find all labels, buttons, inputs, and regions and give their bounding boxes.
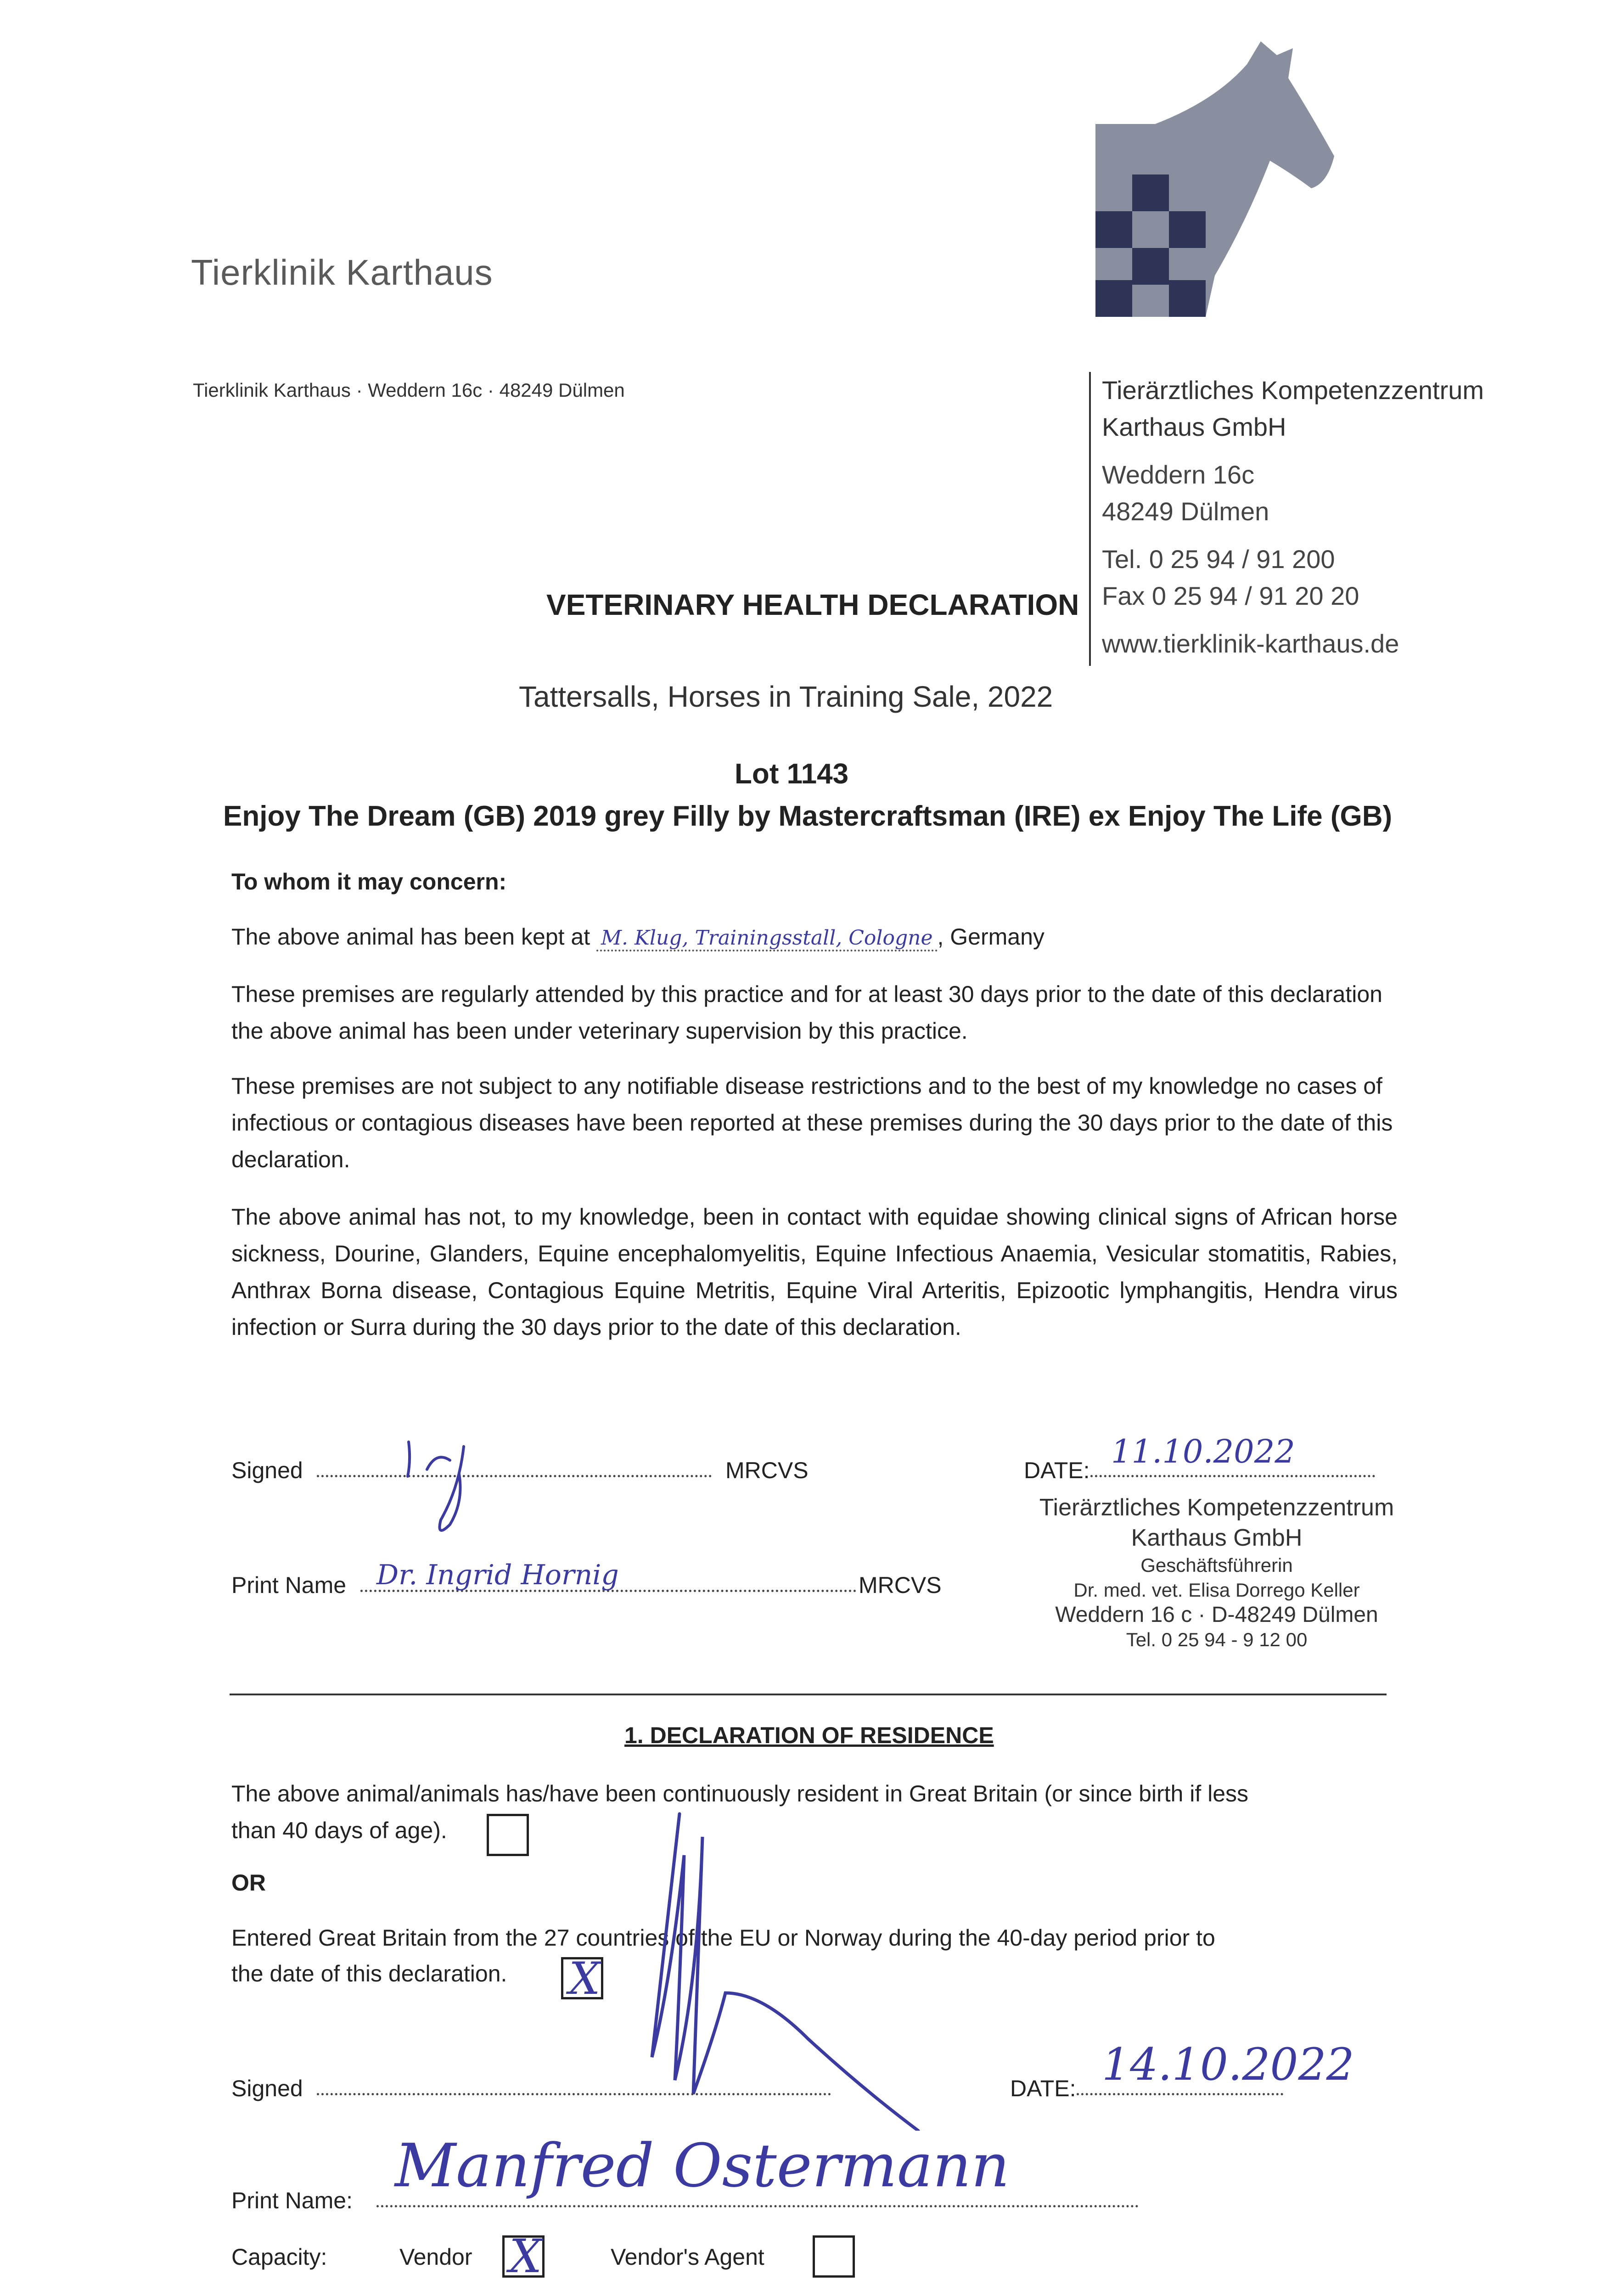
- vendors-agent-option-label: Vendor's Agent: [611, 2244, 764, 2270]
- sale-name: Tattersalls, Horses in Training Sale, 2022: [519, 680, 1053, 713]
- salutation: To whom it may concern:: [231, 869, 507, 895]
- vendors-agent-checkbox[interactable]: [813, 2235, 855, 2278]
- stamp-line-5: Weddern 16 c · D-48249 Dülmen: [1055, 1603, 1378, 1627]
- or-label: OR: [231, 1870, 266, 1896]
- vet-date-value: 11.10.2022: [1111, 1433, 1295, 1470]
- vendor-check-mark: X: [509, 2229, 542, 2283]
- kept-at-handwritten: M. Klug, Trainingsstall, Cologne: [596, 926, 938, 951]
- horse-description: Enjoy The Dream (GB) 2019 grey Filly by Mastercraftsman (IRE) ex Enjoy The Life (GB): [223, 800, 1393, 832]
- kept-at-suffix: , Germany: [937, 924, 1045, 950]
- company-line-1: Tierärztliches Kompetenzzentrum: [1102, 376, 1484, 405]
- vet-signed-label: Signed: [231, 1458, 303, 1483]
- entered-gb-check-mark: X: [569, 1953, 601, 2004]
- vendor-date-line: [1077, 2093, 1283, 2095]
- vendor-date-value: 14.10.2022: [1102, 2039, 1354, 2090]
- paragraph-supervision: These premises are regularly attended by this practice and for at least 30 days prior to the date of this declaration the above animal has been under veterinary supervision by this practice.: [231, 981, 1382, 1044]
- vet-print-name-label: Print Name: [231, 1572, 347, 1598]
- vet-signature-image: [395, 1433, 542, 1538]
- kept-at-line: [231, 918, 1045, 957]
- stamp-line-2: Karthaus GmbH: [1131, 1525, 1303, 1551]
- vendor-date-label: DATE:: [1010, 2076, 1076, 2101]
- lot-number: Lot 1143: [735, 758, 849, 790]
- vendor-option-label: Vendor: [399, 2244, 472, 2270]
- resident-gb-checkbox[interactable]: [487, 1814, 529, 1856]
- vendor-print-name-label: Print Name:: [231, 2188, 353, 2213]
- stamp-line-3: Geschäftsführerin: [1140, 1554, 1293, 1576]
- document-title: VETERINARY HEALTH DECLARATION: [546, 588, 1079, 621]
- entered-gb-checkbox[interactable]: [561, 1953, 603, 2004]
- telephone: Tel. 0 25 94 / 91 200: [1102, 545, 1335, 574]
- vendor-print-name-line: [376, 2205, 1139, 2207]
- vet-date-label: DATE:: [1024, 1458, 1090, 1483]
- clinic-address-block: [1089, 372, 1561, 666]
- fax: Fax 0 25 94 / 91 20 20: [1102, 581, 1359, 610]
- vendor-checkbox[interactable]: [502, 2229, 545, 2283]
- capacity-label: Capacity:: [231, 2244, 327, 2270]
- company-line-2: Karthaus GmbH: [1102, 412, 1286, 441]
- vendor-signature-line: [317, 2093, 831, 2095]
- sender-address-line: Tierklinik Karthaus · Weddern 16c · 48249 Dülmen: [193, 379, 625, 401]
- stamp-line-4: Dr. med. vet. Elisa Dorrego Keller: [1073, 1579, 1360, 1601]
- vet-print-name-value: Dr. Ingrid Hornig: [376, 1559, 619, 1591]
- stamp-line-6: Tel. 0 25 94 - 9 12 00: [1126, 1629, 1308, 1650]
- residence-option-2-line-2: the date of this declaration.: [231, 1961, 507, 1986]
- stamp-line-1: Tierärztliches Kompetenzzentrum: [1039, 1494, 1394, 1521]
- clinic-name: Tierklinik Karthaus: [191, 252, 493, 293]
- clinic-stamp: [1010, 1492, 1423, 1652]
- vendor-signed-label: Signed: [231, 2076, 303, 2101]
- paragraph-no-contact: The above animal has not, to my knowledge, been in contact with equidae showing clinical signs of African horse sickness, Dourine, Glanders, Equine encephalomyelitis, Equine Infectious Anaemia, Vesicular stomatitis, Rabies, Anthrax Borna disease, Contagious Equine Metritis, Equine Viral Arteritis, Epizootic lymphangitis, Hendra virus infection or Surra during the 30 days prior to the date of this declaration.: [231, 1204, 1398, 1340]
- vet-mrcvs-label: MRCVS: [725, 1458, 809, 1483]
- street: Weddern 16c: [1102, 460, 1255, 489]
- residence-section-title: 1. DECLARATION OF RESIDENCE: [624, 1722, 994, 1748]
- residence-option-1-line-1: The above animal/animals has/have been continuously resident in Great Britain (or since birth if less: [231, 1781, 1249, 1806]
- vendor-print-name-value: Manfred Ostermann: [395, 2131, 1010, 2200]
- section-divider: [230, 1694, 1387, 1695]
- paragraph-no-restrictions: These premises are not subject to any notifiable disease restrictions and to the best of my knowledge no cases of infectious or contagious diseases have been reported at these premises during the 30 days prior to the date of this declaration.: [231, 1073, 1393, 1172]
- vendor-signature-image: [624, 1800, 955, 2131]
- kept-at-prefix: The above animal has been kept at: [231, 924, 590, 950]
- city: 48249 Dülmen: [1102, 497, 1269, 526]
- website: www.tierklinik-karthaus.de: [1102, 629, 1399, 658]
- vet-date-line: [1090, 1475, 1375, 1477]
- residence-option-2-line-1: Entered Great Britain from the 27 countries of the EU or Norway during the 40-day period prior to: [231, 1925, 1215, 1951]
- residence-option-1-line-2: than 40 days of age).: [231, 1818, 447, 1843]
- vet-mrcvs-label-2: MRCVS: [859, 1572, 942, 1598]
- horse-head-checker-logo-icon: [1095, 37, 1334, 317]
